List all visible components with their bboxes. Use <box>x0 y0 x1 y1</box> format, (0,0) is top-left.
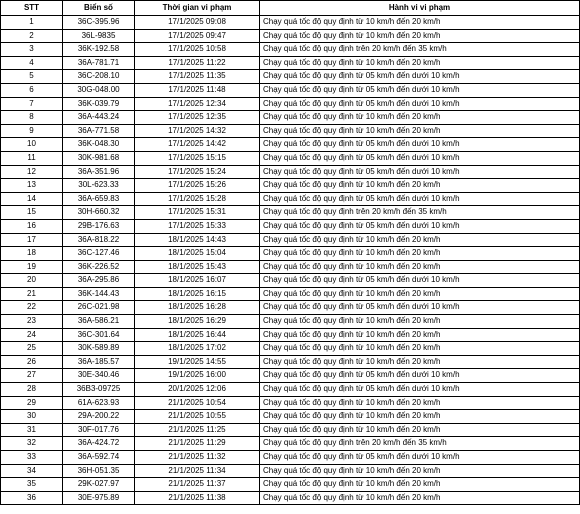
cell-time: 19/1/2025 14:55 <box>135 355 260 369</box>
cell-plate: 61A-623.93 <box>63 396 135 410</box>
cell-stt: 1 <box>1 16 63 30</box>
cell-stt: 14 <box>1 192 63 206</box>
cell-stt: 10 <box>1 138 63 152</box>
cell-plate: 30G-048.00 <box>63 83 135 97</box>
cell-violation: Chạy quá tốc độ quy định từ 10 km/h đến 20 km/h <box>260 396 580 410</box>
cell-plate: 30H-660.32 <box>63 206 135 220</box>
cell-violation: Chạy quá tốc độ quy định từ 10 km/h đến 20 km/h <box>260 423 580 437</box>
cell-violation: Chạy quá tốc độ quy định từ 05 km/h đến dưới 10 km/h <box>260 369 580 383</box>
table-row <box>1 478 580 492</box>
cell-stt: 2 <box>1 29 63 43</box>
cell-time: 21/1/2025 10:54 <box>135 396 260 410</box>
cell-stt: 5 <box>1 70 63 84</box>
table-row <box>1 83 580 97</box>
table-row <box>1 233 580 247</box>
cell-violation: Chạy quá tốc độ quy định từ 10 km/h đến 20 km/h <box>260 328 580 342</box>
cell-time: 17/1/2025 11:22 <box>135 56 260 70</box>
cell-violation: Chạy quá tốc độ quy định từ 10 km/h đến 20 km/h <box>260 179 580 193</box>
cell-plate: 29K-027.97 <box>63 478 135 492</box>
cell-violation: Chạy quá tốc độ quy định từ 10 km/h đến 20 km/h <box>260 233 580 247</box>
table-row <box>1 16 580 30</box>
cell-violation: Chạy quá tốc độ quy định trên 20 km/h đến 35 km/h <box>260 206 580 220</box>
cell-violation: Chạy quá tốc độ quy định từ 05 km/h đến dưới 10 km/h <box>260 83 580 97</box>
cell-plate: 36H-051.35 <box>63 464 135 478</box>
cell-time: 17/1/2025 15:31 <box>135 206 260 220</box>
cell-stt: 23 <box>1 315 63 329</box>
table-row <box>1 192 580 206</box>
table-row <box>1 383 580 397</box>
cell-violation: Chạy quá tốc độ quy định từ 10 km/h đến 20 km/h <box>260 29 580 43</box>
cell-violation: Chạy quá tốc độ quy định từ 10 km/h đến 20 km/h <box>260 247 580 261</box>
cell-violation: Chạy quá tốc độ quy định từ 10 km/h đến 20 km/h <box>260 478 580 492</box>
cell-violation: Chạy quá tốc độ quy định từ 10 km/h đến 20 km/h <box>260 315 580 329</box>
cell-stt: 13 <box>1 179 63 193</box>
table-row <box>1 97 580 111</box>
cell-time: 18/1/2025 16:44 <box>135 328 260 342</box>
cell-time: 17/1/2025 10:58 <box>135 43 260 57</box>
table-row <box>1 315 580 329</box>
cell-stt: 30 <box>1 410 63 424</box>
table-row <box>1 43 580 57</box>
cell-time: 21/1/2025 11:34 <box>135 464 260 478</box>
table-row <box>1 219 580 233</box>
cell-stt: 29 <box>1 396 63 410</box>
cell-violation: Chạy quá tốc độ quy định từ 05 km/h đến dưới 10 km/h <box>260 192 580 206</box>
cell-plate: 30K-981.68 <box>63 151 135 165</box>
cell-time: 21/1/2025 10:55 <box>135 410 260 424</box>
cell-time: 18/1/2025 16:28 <box>135 301 260 315</box>
cell-violation: Chạy quá tốc độ quy định từ 05 km/h đến dưới 10 km/h <box>260 70 580 84</box>
table-row <box>1 287 580 301</box>
cell-stt: 34 <box>1 464 63 478</box>
table-row <box>1 342 580 356</box>
cell-violation: Chạy quá tốc độ quy định từ 10 km/h đến 20 km/h <box>260 410 580 424</box>
cell-plate: 26C-021.98 <box>63 301 135 315</box>
cell-time: 21/1/2025 11:38 <box>135 491 260 505</box>
cell-stt: 36 <box>1 491 63 505</box>
cell-plate: 36K-226.52 <box>63 260 135 274</box>
table-row <box>1 491 580 505</box>
table-row <box>1 451 580 465</box>
cell-plate: 30E-975.89 <box>63 491 135 505</box>
cell-time: 17/1/2025 12:34 <box>135 97 260 111</box>
cell-violation: Chạy quá tốc độ quy định từ 10 km/h đến 20 km/h <box>260 287 580 301</box>
cell-time: 18/1/2025 16:15 <box>135 287 260 301</box>
table-row <box>1 29 580 43</box>
cell-plate: 36K-039.79 <box>63 97 135 111</box>
cell-plate: 29A-200.22 <box>63 410 135 424</box>
cell-time: 18/1/2025 14:43 <box>135 233 260 247</box>
cell-stt: 26 <box>1 355 63 369</box>
cell-violation: Chạy quá tốc độ quy định từ 05 km/h đến dưới 10 km/h <box>260 383 580 397</box>
cell-time: 18/1/2025 15:43 <box>135 260 260 274</box>
cell-stt: 8 <box>1 111 63 125</box>
table-row <box>1 369 580 383</box>
cell-stt: 4 <box>1 56 63 70</box>
header-time: Thời gian vi phạm <box>135 1 260 16</box>
cell-violation: Chạy quá tốc độ quy định từ 05 km/h đến dưới 10 km/h <box>260 151 580 165</box>
cell-stt: 22 <box>1 301 63 315</box>
cell-plate: 36A-185.57 <box>63 355 135 369</box>
cell-stt: 27 <box>1 369 63 383</box>
cell-time: 18/1/2025 15:04 <box>135 247 260 261</box>
cell-stt: 28 <box>1 383 63 397</box>
cell-stt: 32 <box>1 437 63 451</box>
cell-time: 17/1/2025 15:26 <box>135 179 260 193</box>
table-row <box>1 437 580 451</box>
cell-plate: 36K-144.43 <box>63 287 135 301</box>
cell-stt: 21 <box>1 287 63 301</box>
cell-time: 21/1/2025 11:37 <box>135 478 260 492</box>
table-row <box>1 423 580 437</box>
cell-violation: Chạy quá tốc độ quy định trên 20 km/h đến 35 km/h <box>260 437 580 451</box>
table-row <box>1 396 580 410</box>
cell-time: 19/1/2025 16:00 <box>135 369 260 383</box>
cell-stt: 25 <box>1 342 63 356</box>
cell-violation: Chạy quá tốc độ quy định từ 05 km/h đến dưới 10 km/h <box>260 219 580 233</box>
cell-violation: Chạy quá tốc độ quy định từ 10 km/h đến 20 km/h <box>260 464 580 478</box>
cell-violation: Chạy quá tốc độ quy định từ 05 km/h đến dưới 10 km/h <box>260 165 580 179</box>
cell-plate: 36C-395.96 <box>63 16 135 30</box>
table-row <box>1 111 580 125</box>
header-row <box>1 1 580 16</box>
cell-plate: 36A-586.21 <box>63 315 135 329</box>
cell-time: 17/1/2025 11:35 <box>135 70 260 84</box>
cell-violation: Chạy quá tốc độ quy định từ 05 km/h đến dưới 10 km/h <box>260 301 580 315</box>
table-row <box>1 274 580 288</box>
table-row <box>1 124 580 138</box>
cell-plate: 36K-048.30 <box>63 138 135 152</box>
cell-stt: 15 <box>1 206 63 220</box>
cell-plate: 36A-818.22 <box>63 233 135 247</box>
cell-stt: 19 <box>1 260 63 274</box>
cell-stt: 33 <box>1 451 63 465</box>
cell-stt: 16 <box>1 219 63 233</box>
cell-plate: 36A-659.83 <box>63 192 135 206</box>
cell-violation: Chạy quá tốc độ quy định từ 10 km/h đến 20 km/h <box>260 56 580 70</box>
cell-time: 17/1/2025 09:08 <box>135 16 260 30</box>
table-row <box>1 260 580 274</box>
table-row <box>1 206 580 220</box>
cell-time: 17/1/2025 14:42 <box>135 138 260 152</box>
cell-stt: 31 <box>1 423 63 437</box>
cell-plate: 36A-351.96 <box>63 165 135 179</box>
table-row <box>1 355 580 369</box>
cell-stt: 6 <box>1 83 63 97</box>
cell-violation: Chạy quá tốc độ quy định từ 10 km/h đến 20 km/h <box>260 16 580 30</box>
cell-time: 17/1/2025 11:48 <box>135 83 260 97</box>
cell-plate: 36B3-09725 <box>63 383 135 397</box>
cell-stt: 7 <box>1 97 63 111</box>
cell-stt: 9 <box>1 124 63 138</box>
cell-violation: Chạy quá tốc độ quy định từ 10 km/h đến 20 km/h <box>260 342 580 356</box>
cell-plate: 36A-424.72 <box>63 437 135 451</box>
cell-violation: Chạy quá tốc độ quy định từ 05 km/h đến dưới 10 km/h <box>260 138 580 152</box>
cell-stt: 11 <box>1 151 63 165</box>
cell-stt: 35 <box>1 478 63 492</box>
table-row <box>1 151 580 165</box>
cell-plate: 30E-340.46 <box>63 369 135 383</box>
cell-time: 17/1/2025 15:15 <box>135 151 260 165</box>
table-row <box>1 138 580 152</box>
cell-violation: Chạy quá tốc độ quy định từ 05 km/h đến dưới 10 km/h <box>260 97 580 111</box>
cell-violation: Chạy quá tốc độ quy định từ 10 km/h đến 20 km/h <box>260 355 580 369</box>
cell-violation: Chạy quá tốc độ quy định từ 10 km/h đến 20 km/h <box>260 124 580 138</box>
cell-time: 18/1/2025 16:07 <box>135 274 260 288</box>
cell-time: 21/1/2025 11:32 <box>135 451 260 465</box>
cell-time: 21/1/2025 11:29 <box>135 437 260 451</box>
cell-plate: 29B-176.63 <box>63 219 135 233</box>
cell-plate: 36A-295.86 <box>63 274 135 288</box>
cell-time: 20/1/2025 12:06 <box>135 383 260 397</box>
cell-plate: 30F-017.76 <box>63 423 135 437</box>
cell-stt: 24 <box>1 328 63 342</box>
cell-plate: 30K-589.89 <box>63 342 135 356</box>
cell-stt: 3 <box>1 43 63 57</box>
cell-violation: Chạy quá tốc độ quy định từ 10 km/h đến 20 km/h <box>260 260 580 274</box>
cell-time: 17/1/2025 12:35 <box>135 111 260 125</box>
table-row <box>1 179 580 193</box>
cell-plate: 36A-771.58 <box>63 124 135 138</box>
table-row <box>1 410 580 424</box>
cell-violation: Chạy quá tốc độ quy định trên 20 km/h đến 35 km/h <box>260 43 580 57</box>
header-stt: STT <box>1 1 63 16</box>
table-row <box>1 247 580 261</box>
header-violation: Hành vi vi phạm <box>260 1 580 16</box>
cell-violation: Chạy quá tốc độ quy định từ 10 km/h đến 20 km/h <box>260 491 580 505</box>
table-row <box>1 328 580 342</box>
table-row <box>1 56 580 70</box>
table-row <box>1 464 580 478</box>
cell-plate: 36A-781.71 <box>63 56 135 70</box>
cell-plate: 36C-208.10 <box>63 70 135 84</box>
table-row <box>1 301 580 315</box>
cell-time: 17/1/2025 15:28 <box>135 192 260 206</box>
cell-stt: 17 <box>1 233 63 247</box>
table-row <box>1 165 580 179</box>
cell-plate: 30L-623.33 <box>63 179 135 193</box>
cell-violation: Chạy quá tốc độ quy định từ 10 km/h đến 20 km/h <box>260 111 580 125</box>
cell-plate: 36A-443.24 <box>63 111 135 125</box>
cell-violation: Chạy quá tốc độ quy định từ 05 km/h đến dưới 10 km/h <box>260 274 580 288</box>
cell-time: 17/1/2025 15:24 <box>135 165 260 179</box>
header-plate: Biển số <box>63 1 135 16</box>
cell-time: 18/1/2025 16:29 <box>135 315 260 329</box>
cell-plate: 36L-9835 <box>63 29 135 43</box>
cell-time: 17/1/2025 14:32 <box>135 124 260 138</box>
cell-time: 17/1/2025 09:47 <box>135 29 260 43</box>
cell-time: 17/1/2025 15:33 <box>135 219 260 233</box>
cell-stt: 18 <box>1 247 63 261</box>
cell-stt: 20 <box>1 274 63 288</box>
cell-stt: 12 <box>1 165 63 179</box>
cell-plate: 36A-592.74 <box>63 451 135 465</box>
table-row <box>1 70 580 84</box>
table-body <box>1 16 580 505</box>
cell-time: 18/1/2025 17:02 <box>135 342 260 356</box>
cell-plate: 36C-301.64 <box>63 328 135 342</box>
cell-plate: 36C-127.46 <box>63 247 135 261</box>
cell-violation: Chạy quá tốc độ quy định từ 05 km/h đến dưới 10 km/h <box>260 451 580 465</box>
cell-time: 21/1/2025 11:25 <box>135 423 260 437</box>
cell-plate: 36K-192.58 <box>63 43 135 57</box>
